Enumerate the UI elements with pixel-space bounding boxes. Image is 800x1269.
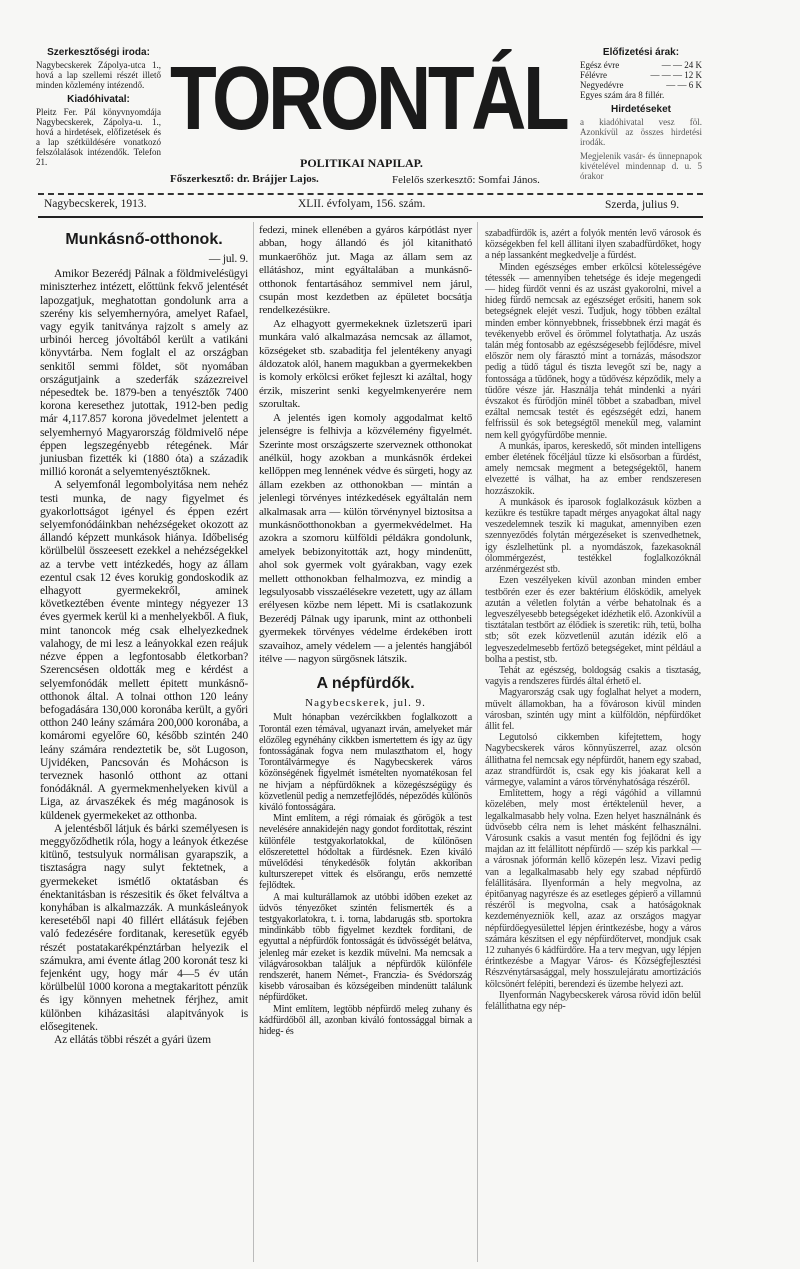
- paragraph: A selyemfonál legombolyitása nem nehéz testi munka, de nagy figyelmet és gyakorlottságot igényel és éppen ezért selyemfonódáinkban nehézségeket okozott az állandó képzett munkások hiánya. Időbeliség körülbelül összeesett ezekkel a nehézségekkel az a tervbe vett intézkedés, hogy az állam ezentul csak 12 éves korukig gondoskodik az elhagyott gyermekekről, aminek következtében évente mintegy négyezer 13 éves gyermek kerül ki a menhelyekből. A fiuk, mint tanoncok még csak elhelyezkednek valahogy, de mi lesz a leányokkal ezen reájuk nézve éppen a legfontosabb életkorban? Szerencsésen oldották meg e kérdést a selyemfonódák mellett épitett munkásnő-otthonok által. A tolnai otthon 120 leány befogadására 130,000 koronába került, a győri otthon 240 leány számára 200,000 koronába, a komáromi egyelőre 60, később szintén 240 leány számára rendeztetik be, söt Lugoson, Ujvidéken, Pancsován és Mohácson is terveznek hasonló otthont az ottani fonódáknál. A gyermekmenhelyeken kivül a Liga, az árvaszékek és még magánosok is küldenek gyermekeket az otthonba.: [40, 479, 248, 822]
- paragraph: Ilyenformán Nagybecskerek városa rövid idön belül felállithatna egy nép-: [485, 989, 701, 1013]
- price-label: Negyedévre: [580, 80, 624, 90]
- column-divider: [253, 222, 254, 1262]
- paragraph: Tehát az egészség, boldogság csakis a tisztaság, vagyis a rendszeres fürdés által érhető el.: [485, 664, 701, 688]
- price-label: Egész évre: [580, 60, 620, 70]
- price-value: — — 6 K: [666, 80, 702, 90]
- article-dateline: — jul. 9.: [208, 253, 248, 265]
- editorial-office-heading: Szerkesztőségi iroda:: [47, 47, 150, 58]
- paragraph: fedezi, minek ellenében a gyáros kárpótlást nyer abban, hogy állandó és jól kitanitható munkaerőhöz jut. Maga az állam sem az ellátáshoz, mint egyáltalában a munkásnő-otthonok fentartásához semmivel nem járul, csupán most kezdetben az épületet bocsátja rendelkezésükre.: [259, 224, 472, 317]
- price-label: Félévre: [580, 70, 607, 80]
- paragraph: A jelentésből látjuk és bárki személyesen is meggyőződhetik róla, hogy a leányok étkezése kitünő, testsulyuk normálisan gyarapszik, a tisztaságra nagy sulyt fektetnek, a gyermekeket ismétlő oktatásban és énektanitásban is részesitik és őket felváltva a konyhában is alkalmazzák. A munkásleányok keresetéből napi 40 fillért ellátásuk fejében való fedezésére forditanak, keresetük egyéb részét postatakarékpénztárban helyezik el számukra, ami évente átlag 200 koronát tesz ki fejenként ugy, hogy már 4—5 év után körülbelül 1000 korona a megtakaritott pénzük és igy könnyen mehetnek férjhez, amit különben kiházasitási alapitványok is elősegitenek.: [40, 822, 248, 1033]
- paragraph: Mint említem, legtöbb népfürdő meleg zuhany és kádfürdőből áll, azonban kiváló fontossággal birnak a hideg- és: [259, 1003, 472, 1038]
- article-dateline: Nagybecskerek, jul. 9.: [305, 697, 426, 710]
- editorial-office-box: [36, 48, 161, 167]
- subscription-heading: Előfizetési árak:: [602, 47, 680, 58]
- subtitle: POLITIKAI NAPILAP.: [300, 156, 423, 170]
- paragraph: Minden egészséges ember erkölcsi kötelességéve tétessék — amennyiben tehetsége és ideje megengedi — hideg fürdőt venni és az uszást gyakorolni, mivel a hideg fürdő nemcsak az egészséget erősiti, hanem sok betegségnek elejét veszi. Tudjuk, hogy többen ezáltal minden ember könnyebbnek, frissebbnek érzi magát és tevékenyebb erővel és örömmel folytathatja. Az uszás talán még fontosabb az egészségesebb fejlődésre, mivel először nem oly fárasztó mint a tornázás, másodszor pedig a tüdő tágul és tiszta levegőt szí be, nagy a fontossága a tüdőnek, hogy a tüdővész képződik, mely a tüdőre vésze jár. Használja tehát mindenki a nyári évszakot és fürödjön minél többet a szabadban, mivel ezáltal nemcsak testét és egészségét edzi, hanem felfrissül és sok betegségtől menekül meg, valamint nem kell gyógyfürdőbe mennie.: [485, 261, 701, 441]
- article-title: A népfürdők.: [316, 675, 415, 693]
- responsible-editor: Felelős szerkesztő: Somfai János.: [392, 174, 540, 186]
- paragraph: A munkás, iparos, kereskedő, sőt minden intelligens ember életének főcéljául tűzze ki elsősorban a fürdést, amely nemcsak megment a betegségektől, hanem elvezetté is válhat, ha az ember rendszeresen hozzászokik.: [485, 440, 701, 497]
- paragraph: A mai kulturállamok az utóbbi időben ezeket az üdvös tényezőket szintén felismerték és a testgyakorlatokra, t. i. torna, labdarugás stb. sportokra mindinkább több figyelmet kezdtek forditani, de egyuttal a népfürdők fontosságát és üdvösségét belátva, jelenleg már ezeket is kezdik művelni. Ma nemcsak a világvárosokban találjuk a népfürdők különféle rendszerét, hanem Német-, Franczia- és Svédország kisebb városaiban és községeiben mindenütt találunk népfürdőket.: [259, 891, 472, 1004]
- paragraph: Mult hónapban vezércikkben foglalkozott a Torontál ezen témával, ugyanazt irván, amelyeket már előzőleg egynéhány cikkben ismertettem és igy az ügy fontosságának fogva nem mulaszthatom el, hogy Torontálvármegye és Nagybecskerek város közönségének figyelmét ismételten nyomatékosan fel ne hivjam a népfürdőknek a közegészségügy és közvetlenül pedig a nemzetfejlődés, népeződés különös kiváló fontosságára.: [259, 712, 472, 814]
- ads-text: a kiadóhivatal vesz föl. Azonkívül az összes hirdetési irodák.: [580, 117, 702, 147]
- price-value: — — — 12 K: [650, 70, 702, 80]
- publisher-heading: Kiadóhivatal:: [67, 94, 130, 105]
- editorial-office-text: Nagybecskerek Zápolya-utca 1., hová a lap szellemi részét illető minden közlemény intézendő.: [36, 60, 161, 90]
- paragraph: Az ellátás többi részét a gyári üzem: [54, 1033, 211, 1046]
- masthead-logo: TORONTÁL: [170, 49, 567, 149]
- price-row: [580, 70, 702, 80]
- paragraph: Magyarország csak ugy foglalhat helyet a modern, művelt államokban, ha a fővároson kivül minden városban, szintén ugy mint a külföldön, népfürdőket állit fel.: [485, 687, 701, 732]
- paragraph: szabadfürdők is, azért a folyók mentén levő városok és községekben fel kell állitani ilyen szabadfürdőket, hogy a nép lassanként megkedvelje a fürdést.: [485, 228, 701, 262]
- place-year: Nagybecskerek, 1913.: [44, 198, 147, 210]
- subscription-box: [580, 48, 702, 181]
- issue-date: Szerda, julius 9.: [605, 199, 680, 211]
- single-issue-price: Egyes szám ára 8 fillér.: [580, 90, 665, 100]
- paragraph: A jelentés igen komoly aggodalmat keltő jelenségre is felhivja a közvélemény figyelmét. Szerinte most országszerte szerveznek otthonokat anélkül, hogy azokban a munkásnők érdekei kellőppen meg lennének védve és sürgeti, hogy az állam ezekben az otthonokban — mintán a jelenlegi törvényes intézkedések egyáltalán nem alkalmasak arra — külön törvénynyel biztositsa a munkásnőotthonokban a gyermekvédelmet. Ha azokra a szomoru külföldi példákra gondolunk, amelyek bebizonyitották azt, hogy mindenütt, ahol sok gyermek volt gyárakban, vagy ezek mellett otthonokban felhalmozva, ez mindig a legsulyosabb visszaélésekre vezetett, ugy az állam erélyesen közbe nem lépett. Mi is csatlakozunk Bezerédj Pálnak ugy iparunk, mint az otthonbeli gyermekek törvényes védelme érdekében irott szavaihoz, amely védelem — a jelentés hangjából itélve — nagyon sürgősnek látszik.: [259, 411, 472, 665]
- column-3: [485, 228, 701, 1012]
- paragraph: Említettem, hogy a régi vágóhid a villamnú közelében, mely most értéktelenül hever, a legalkalmasabb hely volna. Ezen helyet használnánk és üdvösebb célra nem is lehet másként felhasználni. Városunk csakis a vasut mentén fog fejlődni és igy majdan az itt felállitott népfürdő — szép kis parkkal — a városnak jóformán kellő közepén lesz. Vizavi pedig van a legalkalmasabb hely egy szabad népfürdő felállitására. Ilyenformán a hely megvolna, az épitőanyag nagyrésze és az esetleges gépierő a villamnú részéről is megvolna, csak a hatóságoknak kezdeményezniök kell, azaz az országos magyar népfürdőegyesülettel lépjen érintkezésbe, hogy a város számára készitsen el egy népfürdőtervet, mondjuk csak 12 zuhanyés 6 kádfürdőre. Ha a terv megvan, ugy lépjen érintkezésbe a Magyar Város- és Községfejlesztési Részvénytársasággal, mely hosszulejáratu amortizációs kölcsönért felépiti, berendezi és üzembe helyezi azt.: [485, 788, 701, 990]
- ads-heading: Hirdetéseket: [610, 104, 672, 115]
- publication-schedule: Megjelenik vasár- és ünnepnapok kivételével mindennap d. u. 5 órakor: [580, 151, 702, 181]
- paragraph: Mint említem, a régi rómaiak és görögök a test nevelésére annakidején nagy gondot forditottak, részint különféle testgyakorlatokkal, de különösen előszeretettel hódoltak a fürdésnek. Ezen kiváló művelődési ténykedésők folytán akkoriban kulturszerepet vittek és elsőrangu, erős nemzetté fejlődtek.: [259, 813, 472, 892]
- publisher-text: Pleitz Fer. Pál könyvnyomdája Nagybecskerek, Zápolya-u. 1., hová a hirdetések, előfizetések és a lap szétküldésére vonatkozó felszólalások intézendők. Telefon 21.: [36, 107, 161, 167]
- price-row: [580, 80, 702, 90]
- price-row: [580, 60, 702, 70]
- article-title: Munkásnő-otthonok.: [65, 231, 223, 248]
- paragraph: Legutolsó cikkemben kifejtettem, hogy Nagybecskerek város könnyüszerrel, azaz olcsón állithatna fel nemcsak egy népfürdőt, hanem egy szabad, azaz strandfürdőt is, csak egy kis jóakarat kell a vármegye, valamint a város törvényhatósága részéről.: [485, 732, 701, 788]
- price-value: — — 24 K: [661, 60, 702, 70]
- issue-number: XLII. évfolyam, 156. szám.: [298, 198, 426, 210]
- chief-editor: Főszerkesztő: dr. Brájjer Lajos.: [170, 173, 319, 185]
- paragraph: Az elhagyott gyermekeknek üzletszerű ipari munkára való alkalmazása nemcsak az államot, községeket stb. szabaditja fel jelentékeny anyagi áldozatok alól, hanem magukban a gyermekekben is komoly erkölcsi erőket fejleszt ki azáltal, hogy érzik, miszerint senki kegyelmkenyerére nem szorultak.: [259, 317, 472, 411]
- article-munkasno-column-1: [40, 230, 248, 1047]
- paragraph: Amikor Bezerédj Pálnak a földmivelésügyi miniszterhez intézett, előttünk fekvő jelentését lapozgatjuk, meghatottan gondolunk arra a szerény kis selyemhernyóra, amelyet Rafael, vagy egyik tanitványa rajzolt s amely az urbinói herceg jóvoltából került a vatikáni könyvtárba. Nem foglalt el az országban senkitől semmi földet, söt nyomában országutjaink a szederfák százezreivel népesedtek be. 1879-ben a tenyésztők 7400 korona keresethez jutottak, 1912-ben pedig már 4,117.857 korona jövedelmet jelentett a selyemhernyó Magyarország földmivelő népe éppen legszegényebb rétegének. Már juniusban fizették ki (1880 óta) a századik millió koronát a selyemtenyésztőknek.: [40, 268, 248, 479]
- header-rule: [38, 193, 703, 195]
- column-2: [259, 224, 472, 1037]
- paragraph: A munkások és iparosok foglalkozásuk közben a kezükre és testükre tapadt mérges anyagokat által nagy veszedelemnek teszik ki magukat, amennyiben ezen szennyeződés folytán mérgezéseket is szenvedhetnek, igy észlelhetünk pl. a nyomdászok, fazekasoknál ólommérgezést, testékkel foglalkozóknál arzénmérgezést stb.: [485, 496, 701, 576]
- column-divider: [477, 222, 478, 1262]
- dateline-rule: [38, 216, 703, 218]
- paragraph: Ezen veszélyeken kívül azonban minden ember testbőrén ezer és ezer baktérium élősködik, amelyek azután a véletlen folytán a vérbe behatolnak és a legveszélyesebb betegségeket idézhetik elő. Azonkívül a tisztátalan testbőrt az élődiek is szeretik: rüh, tetü, bolha stb; sőt ezek közvetlenül azután idézik elő a legveszedelmesebb fertőző betegségeket, mint például a bolha a pestist, stb.: [485, 575, 701, 665]
